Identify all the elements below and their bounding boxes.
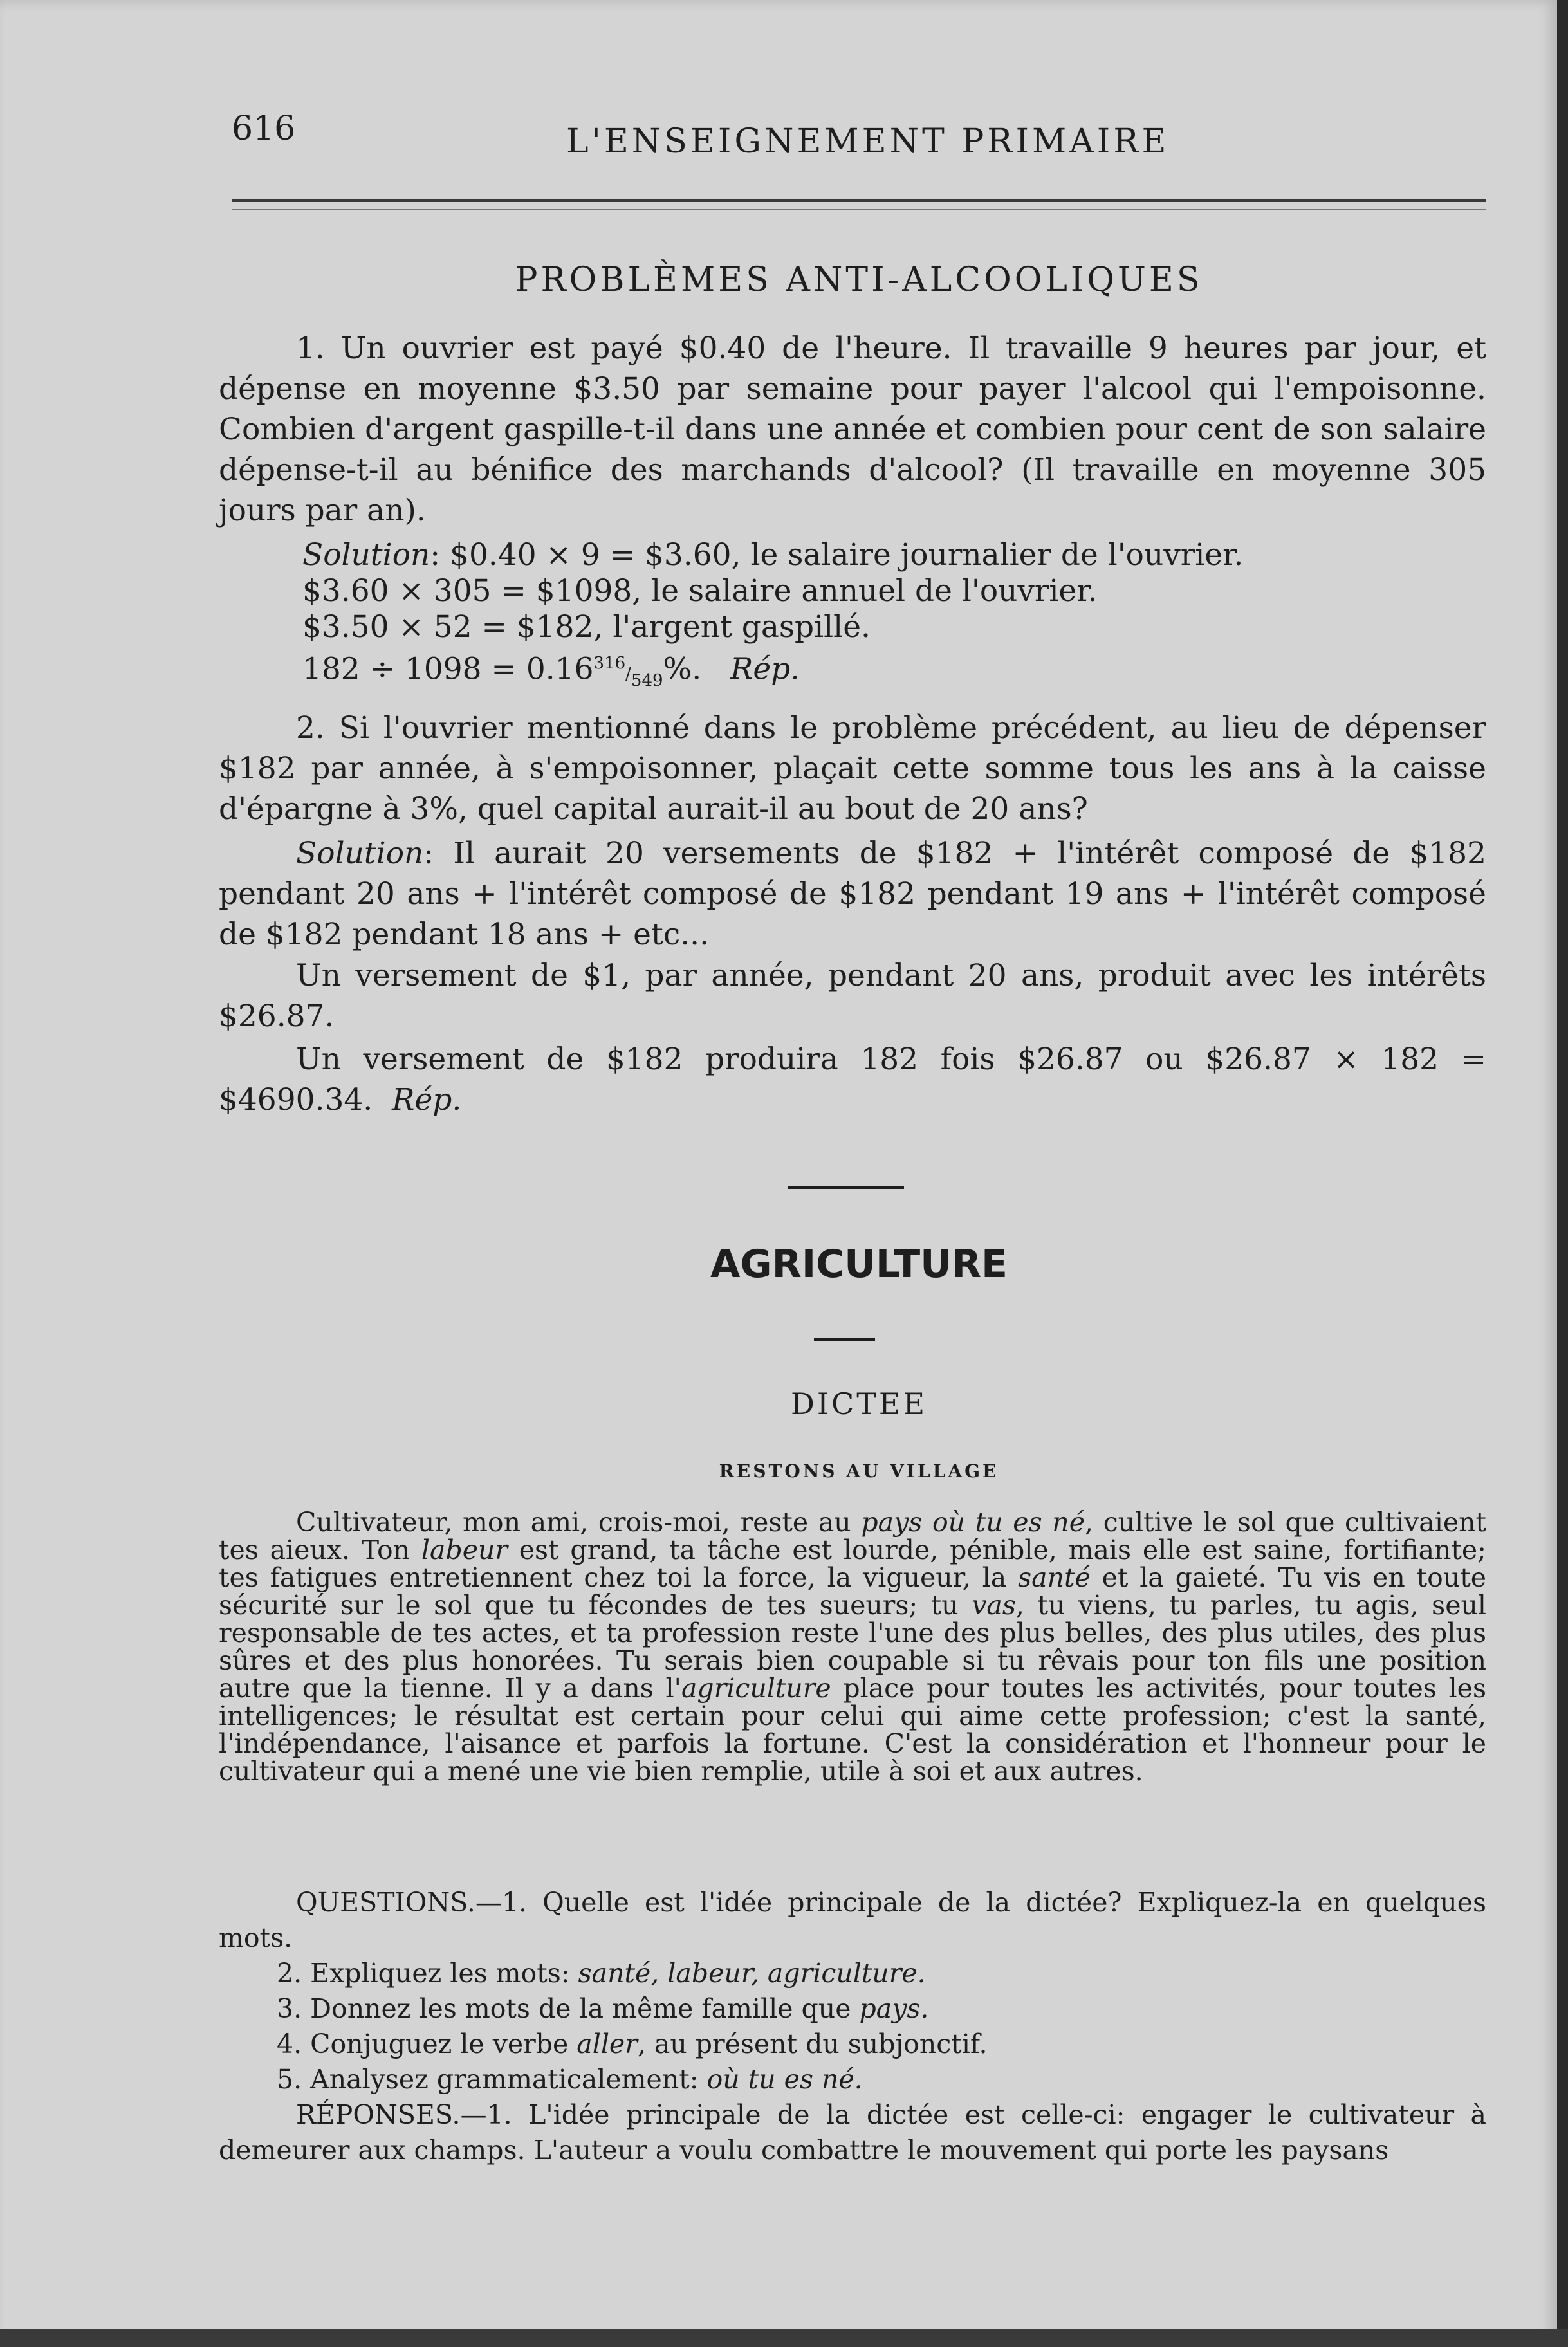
solution-1-line-2: $3.60 × 305 = $1098, le salaire annuel de l'ouvrier. <box>302 573 1098 609</box>
reponse-1: RÉPONSES.—1. L'idée principale de la dictée est celle-ci: engager le cultivateur à demeurer aux champs. L'auteur a voulu combattre le mouvement qui porte les paysans <box>219 2099 1486 2166</box>
answer-label: Rép. <box>730 651 800 687</box>
solution-2-text: Solution: Il aurait 20 versements de $182 + l'intérêt composé de $182 pendant 20 ans + l'intérêt composé de $182 pendant 19 ans + l'intérêt composé de $182 pendant 18 ans + etc... <box>219 836 1486 952</box>
section-title-problemes: PROBLÈMES ANTI-ALCOOLIQUES <box>515 261 1203 299</box>
question-4: 4. Conjuguez le verbe aller, au présent du subjonctif. <box>277 2029 988 2059</box>
header-rule-thin <box>232 209 1486 210</box>
section-title-agriculture: AGRICULTURE <box>710 1242 1008 1287</box>
problem-1-text: 1. Un ouvrier est payé $0.40 de l'heure. Il travaille 9 heures par jour, et dépense en moyenne $3.50 par semaine pour payer l'alcool qui l'empoisonne. Combien d'argent gaspille-t-il dans une année et combien pour cent de son salaire dépense-t-il au bénifice des marchands d'alcool? (Il travaille en moyenne 305 jours par an). <box>219 331 1486 528</box>
problem-1 <box>219 328 1486 531</box>
paragraph-versement-1: Un versement de $1, par année, pendant 20 ans, produit avec les intérêts $26.87. <box>219 958 1486 1034</box>
answer-label: Rép. <box>392 1082 462 1118</box>
question-3: 3. Donnez les mots de la même famille que pays. <box>277 1993 929 2024</box>
running-title: L'ENSEIGNEMENT PRIMAIRE <box>566 122 1170 161</box>
solution-label: Solution <box>302 537 430 573</box>
paragraph-versement-182: Un versement de $182 produira 182 fois $26.87 ou $26.87 × 182 = $4690.34. Rép. <box>219 1042 1486 1118</box>
solution-1 <box>219 537 1486 699</box>
dictee-title: DICTEE <box>790 1386 928 1421</box>
question-2: 2. Expliquez les mots: santé, labeur, agriculture. <box>277 1958 926 1989</box>
solution-1-line-1: Solution: $0.40 × 9 = $3.60, le salaire journalier de l'ouvrier. <box>302 537 1244 573</box>
question-1: QUESTIONS.—1. Quelle est l'idée principale de la dictée? Expliquez-la en quelques mots. <box>219 1887 1486 1953</box>
question-5: 5. Analysez grammaticalement: où tu es né. <box>277 2064 863 2095</box>
page-number: 616 <box>232 109 296 148</box>
short-separator <box>814 1338 875 1341</box>
scan-bottom-edge <box>0 2329 1568 2347</box>
solution-1-line-4: $182 \div 1098 = 0.16^{316}/_{549}\%$. Rép. <box>302 651 800 691</box>
header-rule <box>232 199 1486 202</box>
problem-2 <box>219 708 1486 829</box>
problem-2-text: 2. Si l'ouvrier mentionné dans le problème précédent, au lieu de dépenser $182 par année, à s'empoisonner, plaçait cette somme tous les ans à la caisse d'épargne à 3%, quel capital aurait-il au bout de 20 ans? <box>219 710 1486 827</box>
dictee-text: Cultivateur, mon ami, crois-moi, reste au pays où tu es né, cultive le sol que cultivaient tes aieux. Ton labeur est grand, ta tâche est lourde, pénible, mais elle est saine, fortifiante; tes fatigues entretiennent chez toi la force, la vigueur, la santé et la gaieté. Tu vis en toute sécurité sur le sol que tu fécondes de tes sueurs; tu vas, tu viens, tu parles, tu agis, seul responsable de tes actes, et ta profession reste l'une des plus belles, des plus utiles, des plus sûres et des plus honorées. Tu serais bien coupable si tu rêvais pour ton fils une position autre que la tienne. Il y a dans l'agriculture place pour toutes les activités, pour toutes les intelligences; le résultat est certain pour celui qui aime cette profession; c'est la santé, l'indépendance, l'aisance et parfois la fortune. C'est la considération et l'honneur pour le cultivateur qui a mené une vie bien remplie, utile à soi et aux autres. <box>219 1507 1486 1787</box>
section-separator <box>788 1186 904 1189</box>
questions <box>219 1885 1486 2168</box>
dictee-subtitle: RESTONS AU VILLAGE <box>719 1460 999 1482</box>
solution-2 <box>219 833 1486 955</box>
page-header <box>232 109 1486 167</box>
solution-1-line-3: $3.50 × 52 = $182, l'argent gaspillé. <box>302 609 871 645</box>
scan-right-edge <box>1557 0 1568 2347</box>
